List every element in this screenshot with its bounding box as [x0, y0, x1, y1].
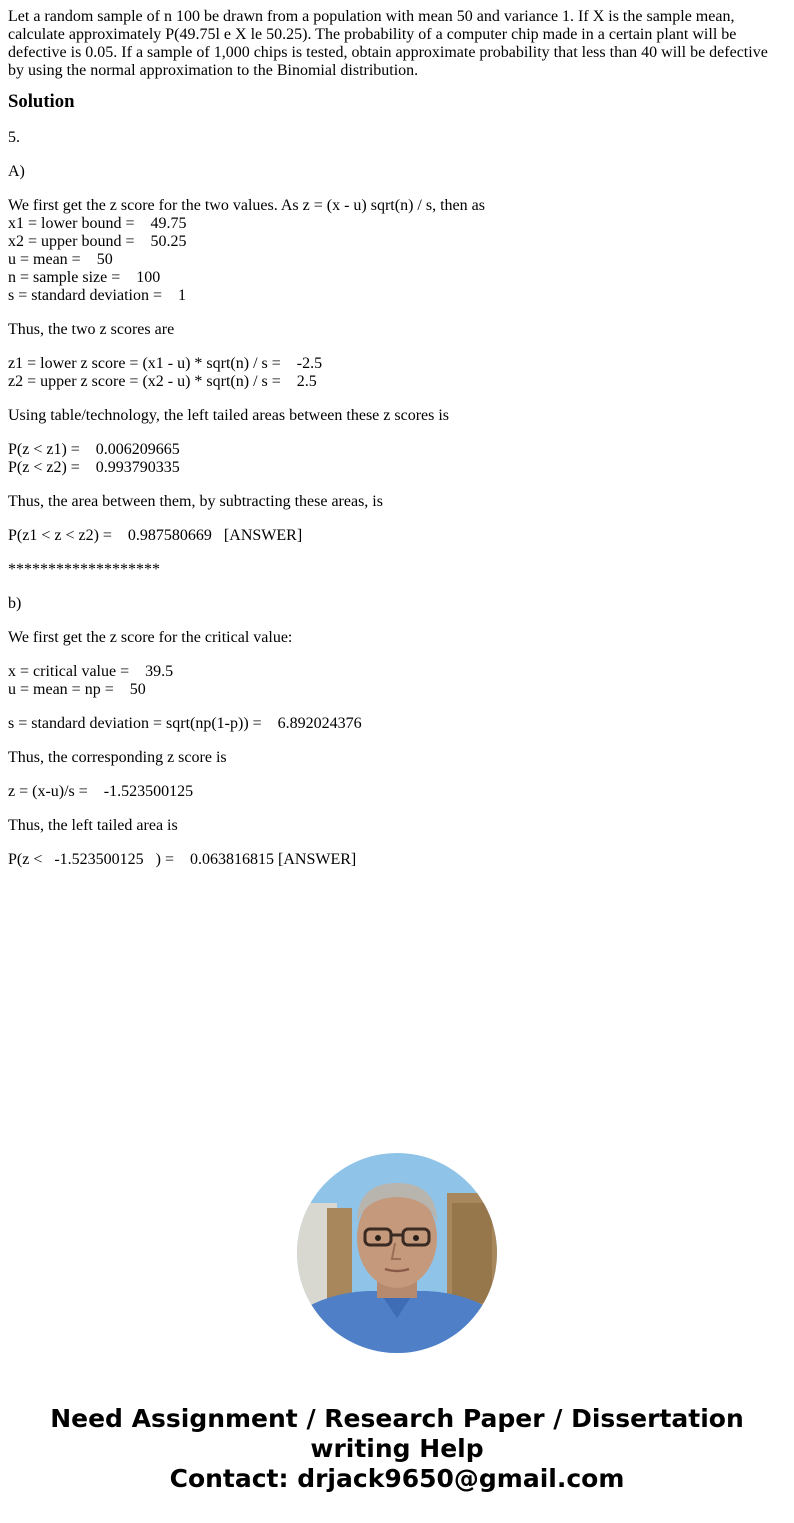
question-text: Let a random sample of n 100 be drawn from a population with mean 50 and variance 1. If X is the sample mean, calculate approximately P(49.75l e X le 50.25). The probability of a computer chip made in a certain plant will be defective is 0.05. If a sample of 1,000 chips is tested, obtain approximate probability that less than 40 will be defective by using the normal approximation to the Binomial distribution.	[8, 8, 768, 79]
part-b-label: b)	[8, 595, 22, 612]
promo-line-2: writing Help	[310, 1434, 484, 1463]
part-a-tail-areas: P(z < z1) = 0.006209665 P(z < z2) = 0.993790335	[8, 441, 180, 476]
tutor-avatar	[297, 1153, 497, 1353]
part-a-z-intro: Thus, the two z scores are	[8, 321, 175, 338]
part-b-intro: We first get the z score for the critical value:	[8, 629, 293, 646]
promo-contact: Contact: drjack9650@gmail.com	[169, 1464, 625, 1493]
part-b-std-dev: s = standard deviation = sqrt(np(1-p)) = 6.892024376	[8, 715, 362, 732]
separator: *******************	[8, 561, 160, 578]
solution-heading: Solution	[8, 91, 75, 112]
part-a-answer: P(z1 < z < z2) = 0.987580669 [ANSWER]	[8, 527, 303, 544]
part-b-z-intro: Thus, the corresponding z score is	[8, 749, 227, 766]
part-b-answer: P(z < -1.523500125 ) = 0.063816815 [ANSWER]	[8, 851, 357, 868]
part-a-table-intro: Using table/technology, the left tailed areas between these z scores is	[8, 407, 450, 424]
part-b-tail-intro: Thus, the left tailed area is	[8, 817, 178, 834]
promo-line-1: Need Assignment / Research Paper / Dissertation	[50, 1404, 744, 1433]
part-b-z-score: z = (x-u)/s = -1.523500125	[8, 783, 194, 800]
part-a-label: A)	[8, 163, 25, 180]
document-body	[8, 8, 778, 869]
part-a-z-scores: z1 = lower z score = (x1 - u) * sqrt(n) / s = -2.5 z2 = upper z score = (x2 - u) * sqrt(n) / s = 2.5	[8, 355, 323, 390]
promo-footer	[0, 1404, 794, 1494]
tutor-portrait-image	[297, 1153, 497, 1353]
part-a-subtract-intro: Thus, the area between them, by subtracting these areas, is	[8, 493, 383, 510]
part-a-inputs: We first get the z score for the two values. As z = (x - u) sqrt(n) / s, then as x1 = lower bound = 49.75 x2 = upper bound = 50.25 u = mean = 50 n = sample size = 100 s = standard deviation = 1	[8, 197, 485, 304]
problem-number: 5.	[8, 129, 20, 146]
part-b-inputs: x = critical value = 39.5 u = mean = np = 50	[8, 663, 174, 698]
